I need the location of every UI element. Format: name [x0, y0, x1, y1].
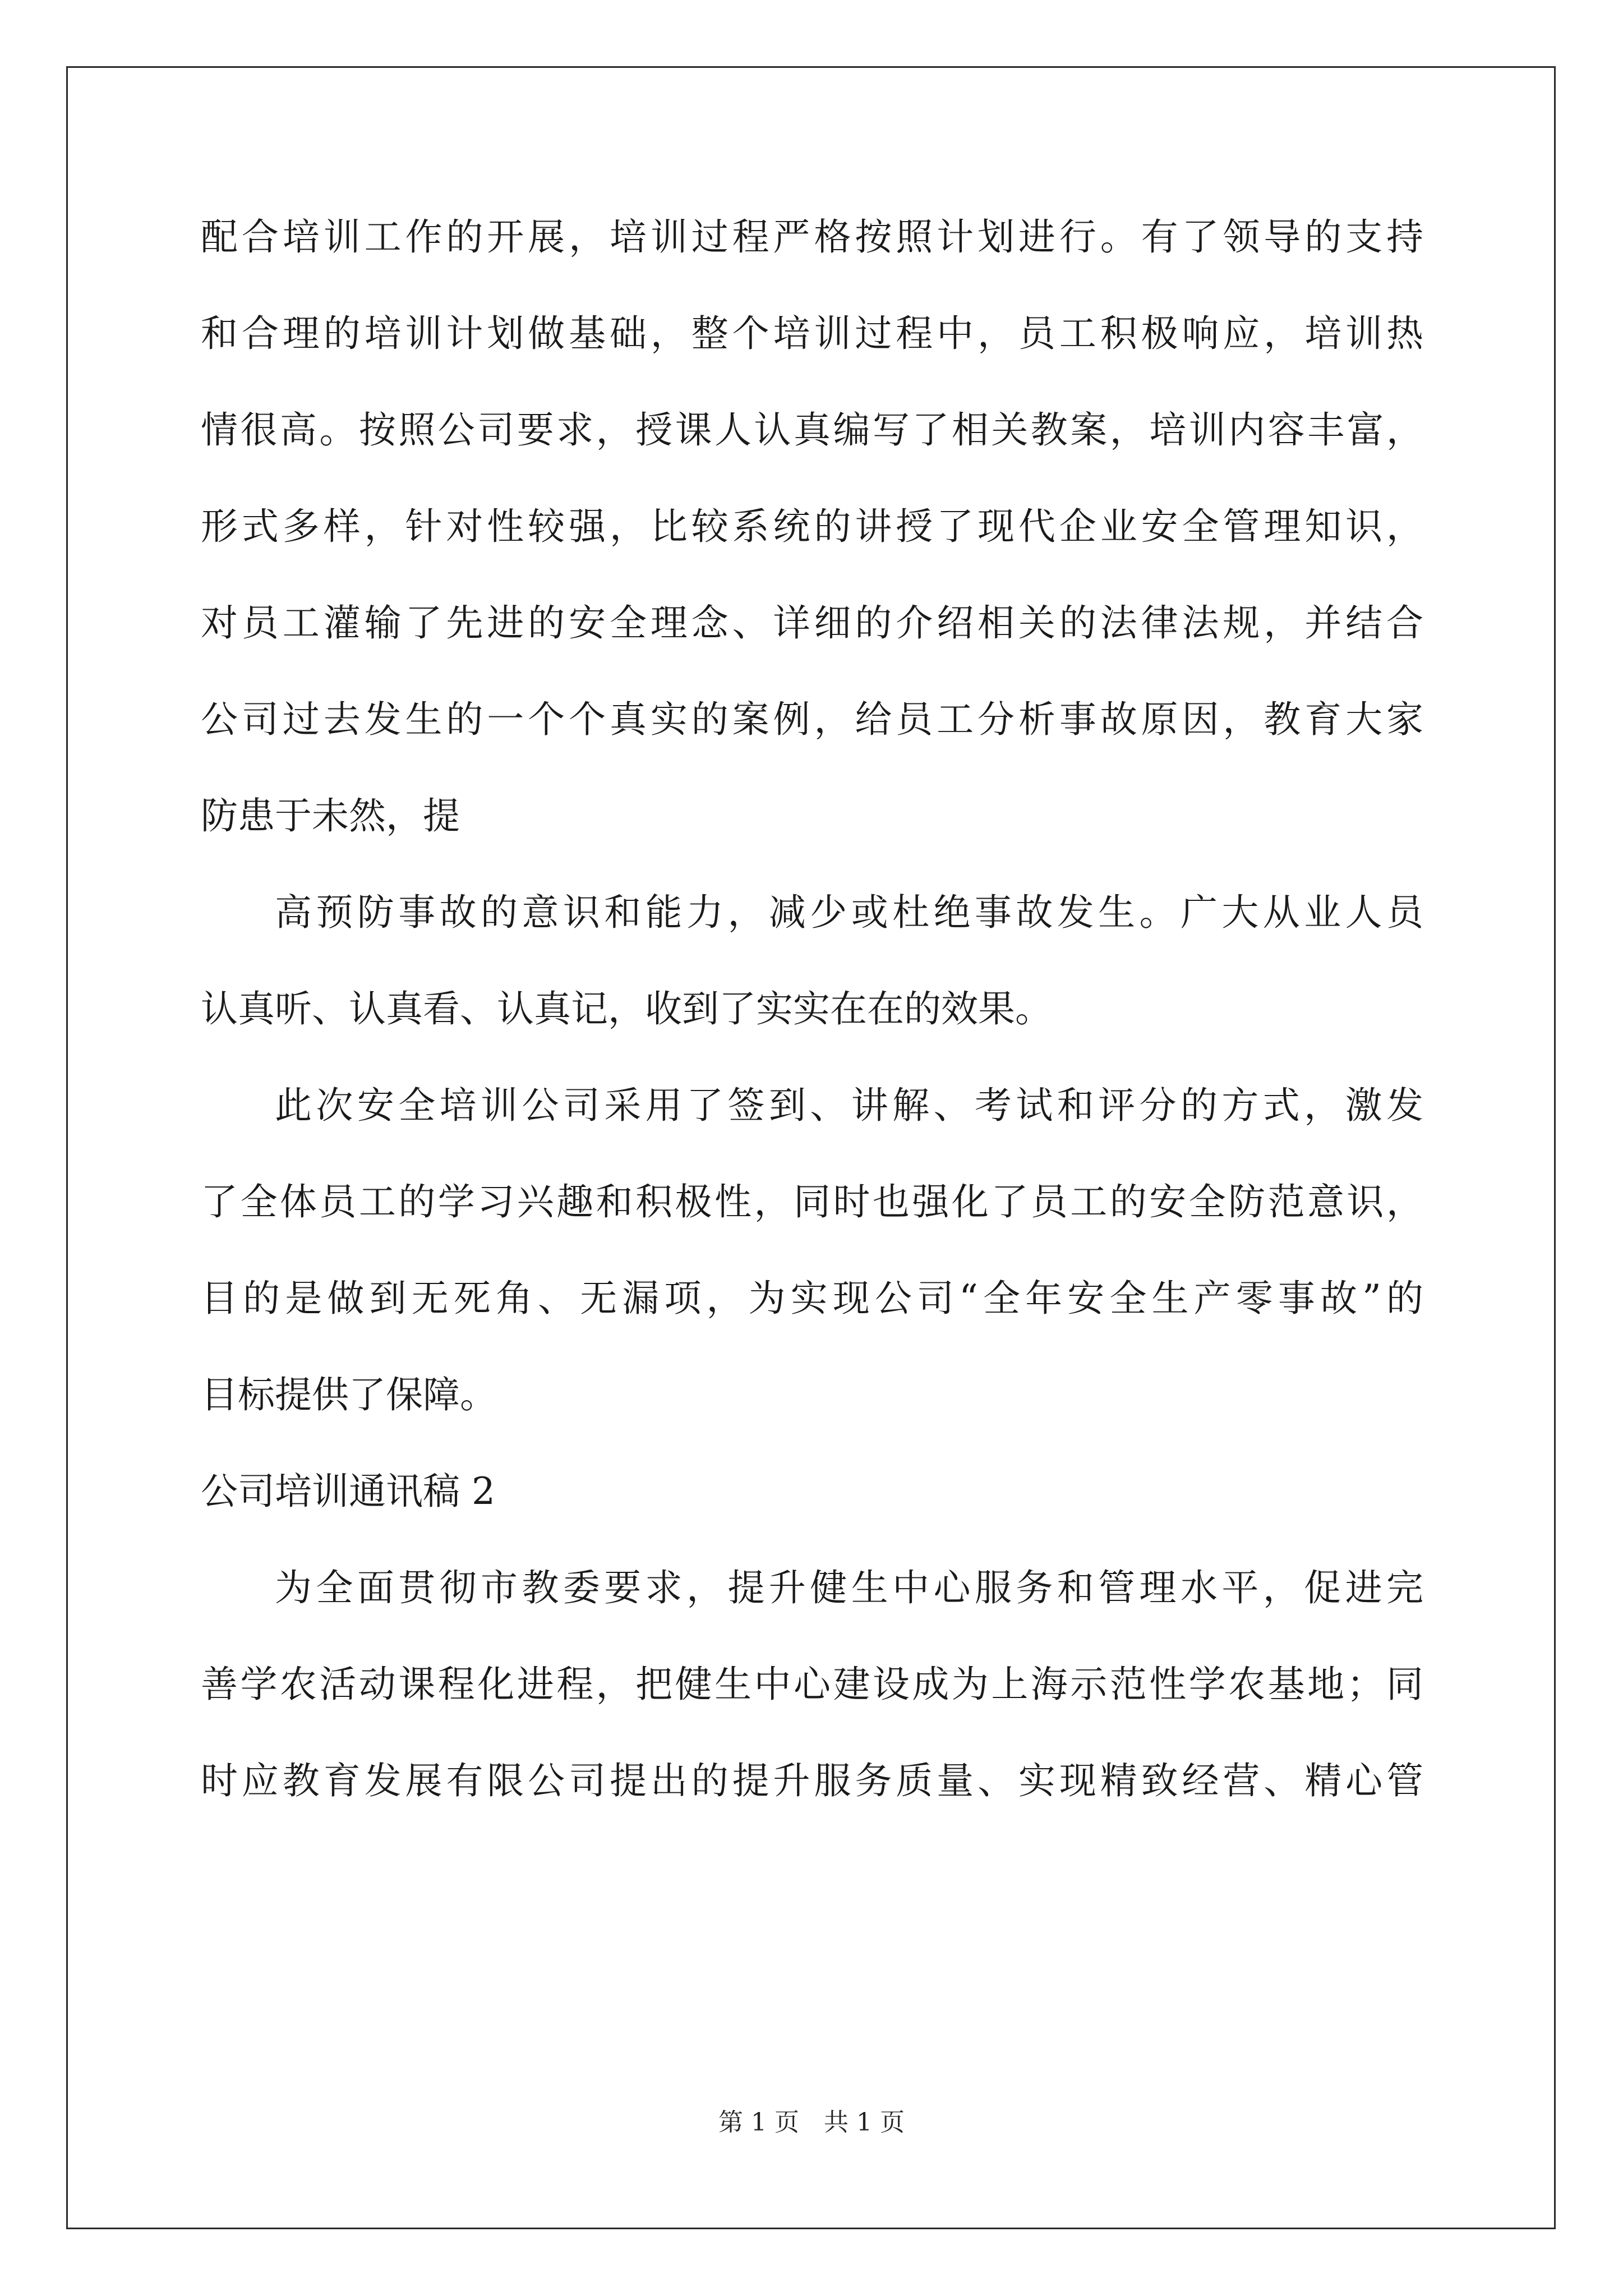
- text-line: 公司过去发生的一个个真实的案例，给员工分析事故原因，教育大家: [201, 698, 1423, 741]
- text-line: 了全体员工的学习兴趣和积极性，同时也强化了员工的安全防范意识，: [201, 1180, 1423, 1223]
- text-line: 配合培训工作的开展，培训过程严格按照计划进行。有了领导的支持: [201, 215, 1423, 259]
- document-body: [201, 215, 1423, 1859]
- text-line: 目的是做到无死角、无漏项，为实现公司“全年安全生产零事故”的: [201, 1277, 1423, 1320]
- text-line: 防患于未然，提: [201, 794, 460, 838]
- text-line: 为全面贯彻市教委要求，提升健生中心服务和管理水平，促进完: [275, 1566, 1423, 1609]
- text-line: 对员工灌输了先进的安全理念、详细的介绍相关的法律法规，并结合: [201, 601, 1423, 645]
- section-heading: 公司培训通讯稿 2: [201, 1470, 495, 1513]
- text-line: 形式多样，针对性较强，比较系统的讲授了现代企业安全管理知识，: [201, 505, 1423, 548]
- text-line: 情很高。按照公司要求，授课人认真编写了相关教案，培训内容丰富，: [201, 408, 1423, 452]
- page-footer: 第 1 页 共 1 页: [718, 2108, 905, 2137]
- text-line: 认真听、认真看、认真记，收到了实实在在的效果。: [201, 987, 1052, 1030]
- text-line: 高预防事故的意识和能力，减少或杜绝事故发生。广大从业人员: [275, 891, 1423, 934]
- text-line: 此次安全培训公司采用了签到、讲解、考试和评分的方式，激发: [275, 1084, 1423, 1127]
- text-line: 时应教育发展有限公司提出的提升服务质量、实现精致经营、精心管: [201, 1759, 1423, 1802]
- text-line: 和合理的培训计划做基础，整个培训过程中，员工积极响应，培训热: [201, 312, 1423, 355]
- text-line: 目标提供了保障。: [201, 1373, 497, 1416]
- text-line: 善学农活动课程化进程，把健生中心建设成为上海示范性学农基地；同: [201, 1663, 1423, 1706]
